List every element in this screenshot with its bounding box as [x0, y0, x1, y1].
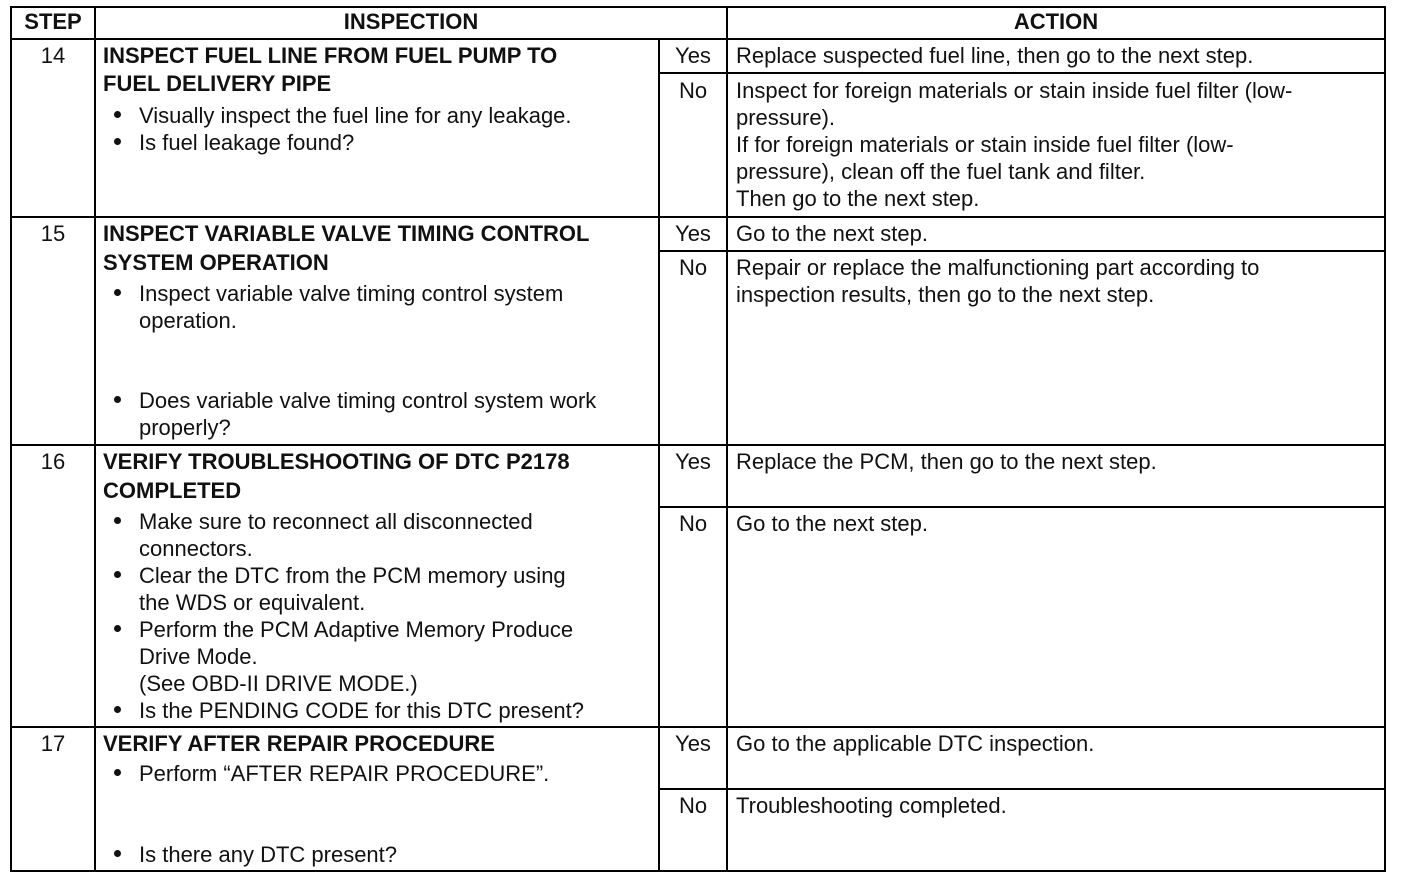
inspection-bullet: Is fuel leakage found?	[139, 130, 355, 155]
table-right-border	[1384, 6, 1386, 872]
yes-label: Yes	[675, 449, 711, 474]
bullet-icon	[114, 769, 121, 776]
inspection-bullet: connectors.	[139, 536, 253, 561]
header-step: STEP	[24, 9, 82, 34]
no-action: If for foreign materials or stain inside fuel filter (low-	[736, 132, 1234, 157]
no-action: inspection results, then go to the next step.	[736, 282, 1155, 307]
inspection-title: SYSTEM OPERATION	[103, 250, 329, 275]
inspection-bullet: Perform “AFTER REPAIR PROCEDURE”.	[139, 761, 550, 786]
row-divider	[658, 250, 1386, 252]
step-number: 15	[40, 221, 66, 246]
header-action: ACTION	[1013, 9, 1099, 34]
inspection-bullet: Is the PENDING CODE for this DTC present?	[139, 698, 585, 723]
inspection-bullet: Clear the DTC from the PCM memory using	[139, 563, 566, 588]
bullet-icon	[114, 706, 121, 713]
inspection-bullet: Is there any DTC present?	[139, 842, 398, 867]
inspection-bullet: the WDS or equivalent.	[139, 590, 366, 615]
column-divider	[726, 6, 728, 872]
yes-action: Go to the next step.	[736, 221, 929, 246]
no-action: pressure).	[736, 105, 836, 130]
row-divider	[658, 506, 1386, 508]
bullet-icon	[114, 138, 121, 145]
bullet-icon	[114, 517, 121, 524]
bullet-icon	[114, 571, 121, 578]
bullet-icon	[114, 289, 121, 296]
row-divider	[10, 444, 1386, 446]
yes-action: Go to the applicable DTC inspection.	[736, 731, 1095, 756]
inspection-bullet: Drive Mode.	[139, 644, 258, 669]
no-action: Then go to the next step.	[736, 186, 980, 211]
inspection-bullet: properly?	[139, 415, 231, 440]
bullet-icon	[114, 850, 121, 857]
inspection-title: INSPECT VARIABLE VALVE TIMING CONTROL	[103, 221, 590, 246]
inspection-title: VERIFY TROUBLESHOOTING OF DTC P2178	[103, 449, 570, 474]
no-action: Go to the next step.	[736, 511, 929, 536]
inspection-title: FUEL DELIVERY PIPE	[103, 71, 332, 96]
bullet-icon	[114, 111, 121, 118]
bullet-icon	[114, 625, 121, 632]
no-action: Troubleshooting completed.	[736, 793, 1007, 818]
inspection-bullet: Perform the PCM Adaptive Memory Produce	[139, 617, 574, 642]
row-divider	[658, 788, 1386, 790]
yes-label: Yes	[675, 221, 711, 246]
inspection-bullet: Inspect variable valve timing control system	[139, 281, 564, 306]
step-number: 16	[40, 449, 66, 474]
inspection-bullet: Does variable valve timing control system work	[139, 388, 597, 413]
inspection-bullet: (See OBD-II DRIVE MODE.)	[139, 671, 418, 696]
column-divider	[94, 6, 96, 872]
inspection-title: INSPECT FUEL LINE FROM FUEL PUMP TO	[103, 43, 558, 68]
row-divider	[658, 72, 1386, 74]
inspection-title: VERIFY AFTER REPAIR PROCEDURE	[103, 731, 495, 756]
bullet-icon	[114, 396, 121, 403]
inspection-title: COMPLETED	[103, 478, 242, 503]
yes-label: Yes	[675, 731, 711, 756]
table-bottom-border	[10, 870, 1386, 872]
header-inspection: INSPECTION	[343, 9, 479, 34]
no-action: pressure), clean off the fuel tank and filter.	[736, 159, 1146, 184]
inspection-bullet: Visually inspect the fuel line for any leakage.	[139, 103, 572, 128]
inspection-bullet: Make sure to reconnect all disconnected	[139, 509, 533, 534]
no-label: No	[678, 78, 708, 103]
step-number: 17	[40, 731, 66, 756]
yes-action: Replace the PCM, then go to the next step.	[736, 449, 1157, 474]
step-number: 14	[40, 43, 66, 68]
no-action: Repair or replace the malfunctioning part according to	[736, 255, 1260, 280]
no-action: Inspect for foreign materials or stain inside fuel filter (low-	[736, 78, 1293, 103]
header-bottom-border	[10, 38, 1386, 40]
yes-label: Yes	[675, 43, 711, 68]
row-divider	[10, 216, 1386, 218]
no-label: No	[678, 255, 708, 280]
inspection-bullet: operation.	[139, 308, 237, 333]
no-label: No	[678, 511, 708, 536]
row-divider	[10, 726, 1386, 728]
yes-action: Replace suspected fuel line, then go to the next step.	[736, 43, 1254, 68]
no-label: No	[678, 793, 708, 818]
